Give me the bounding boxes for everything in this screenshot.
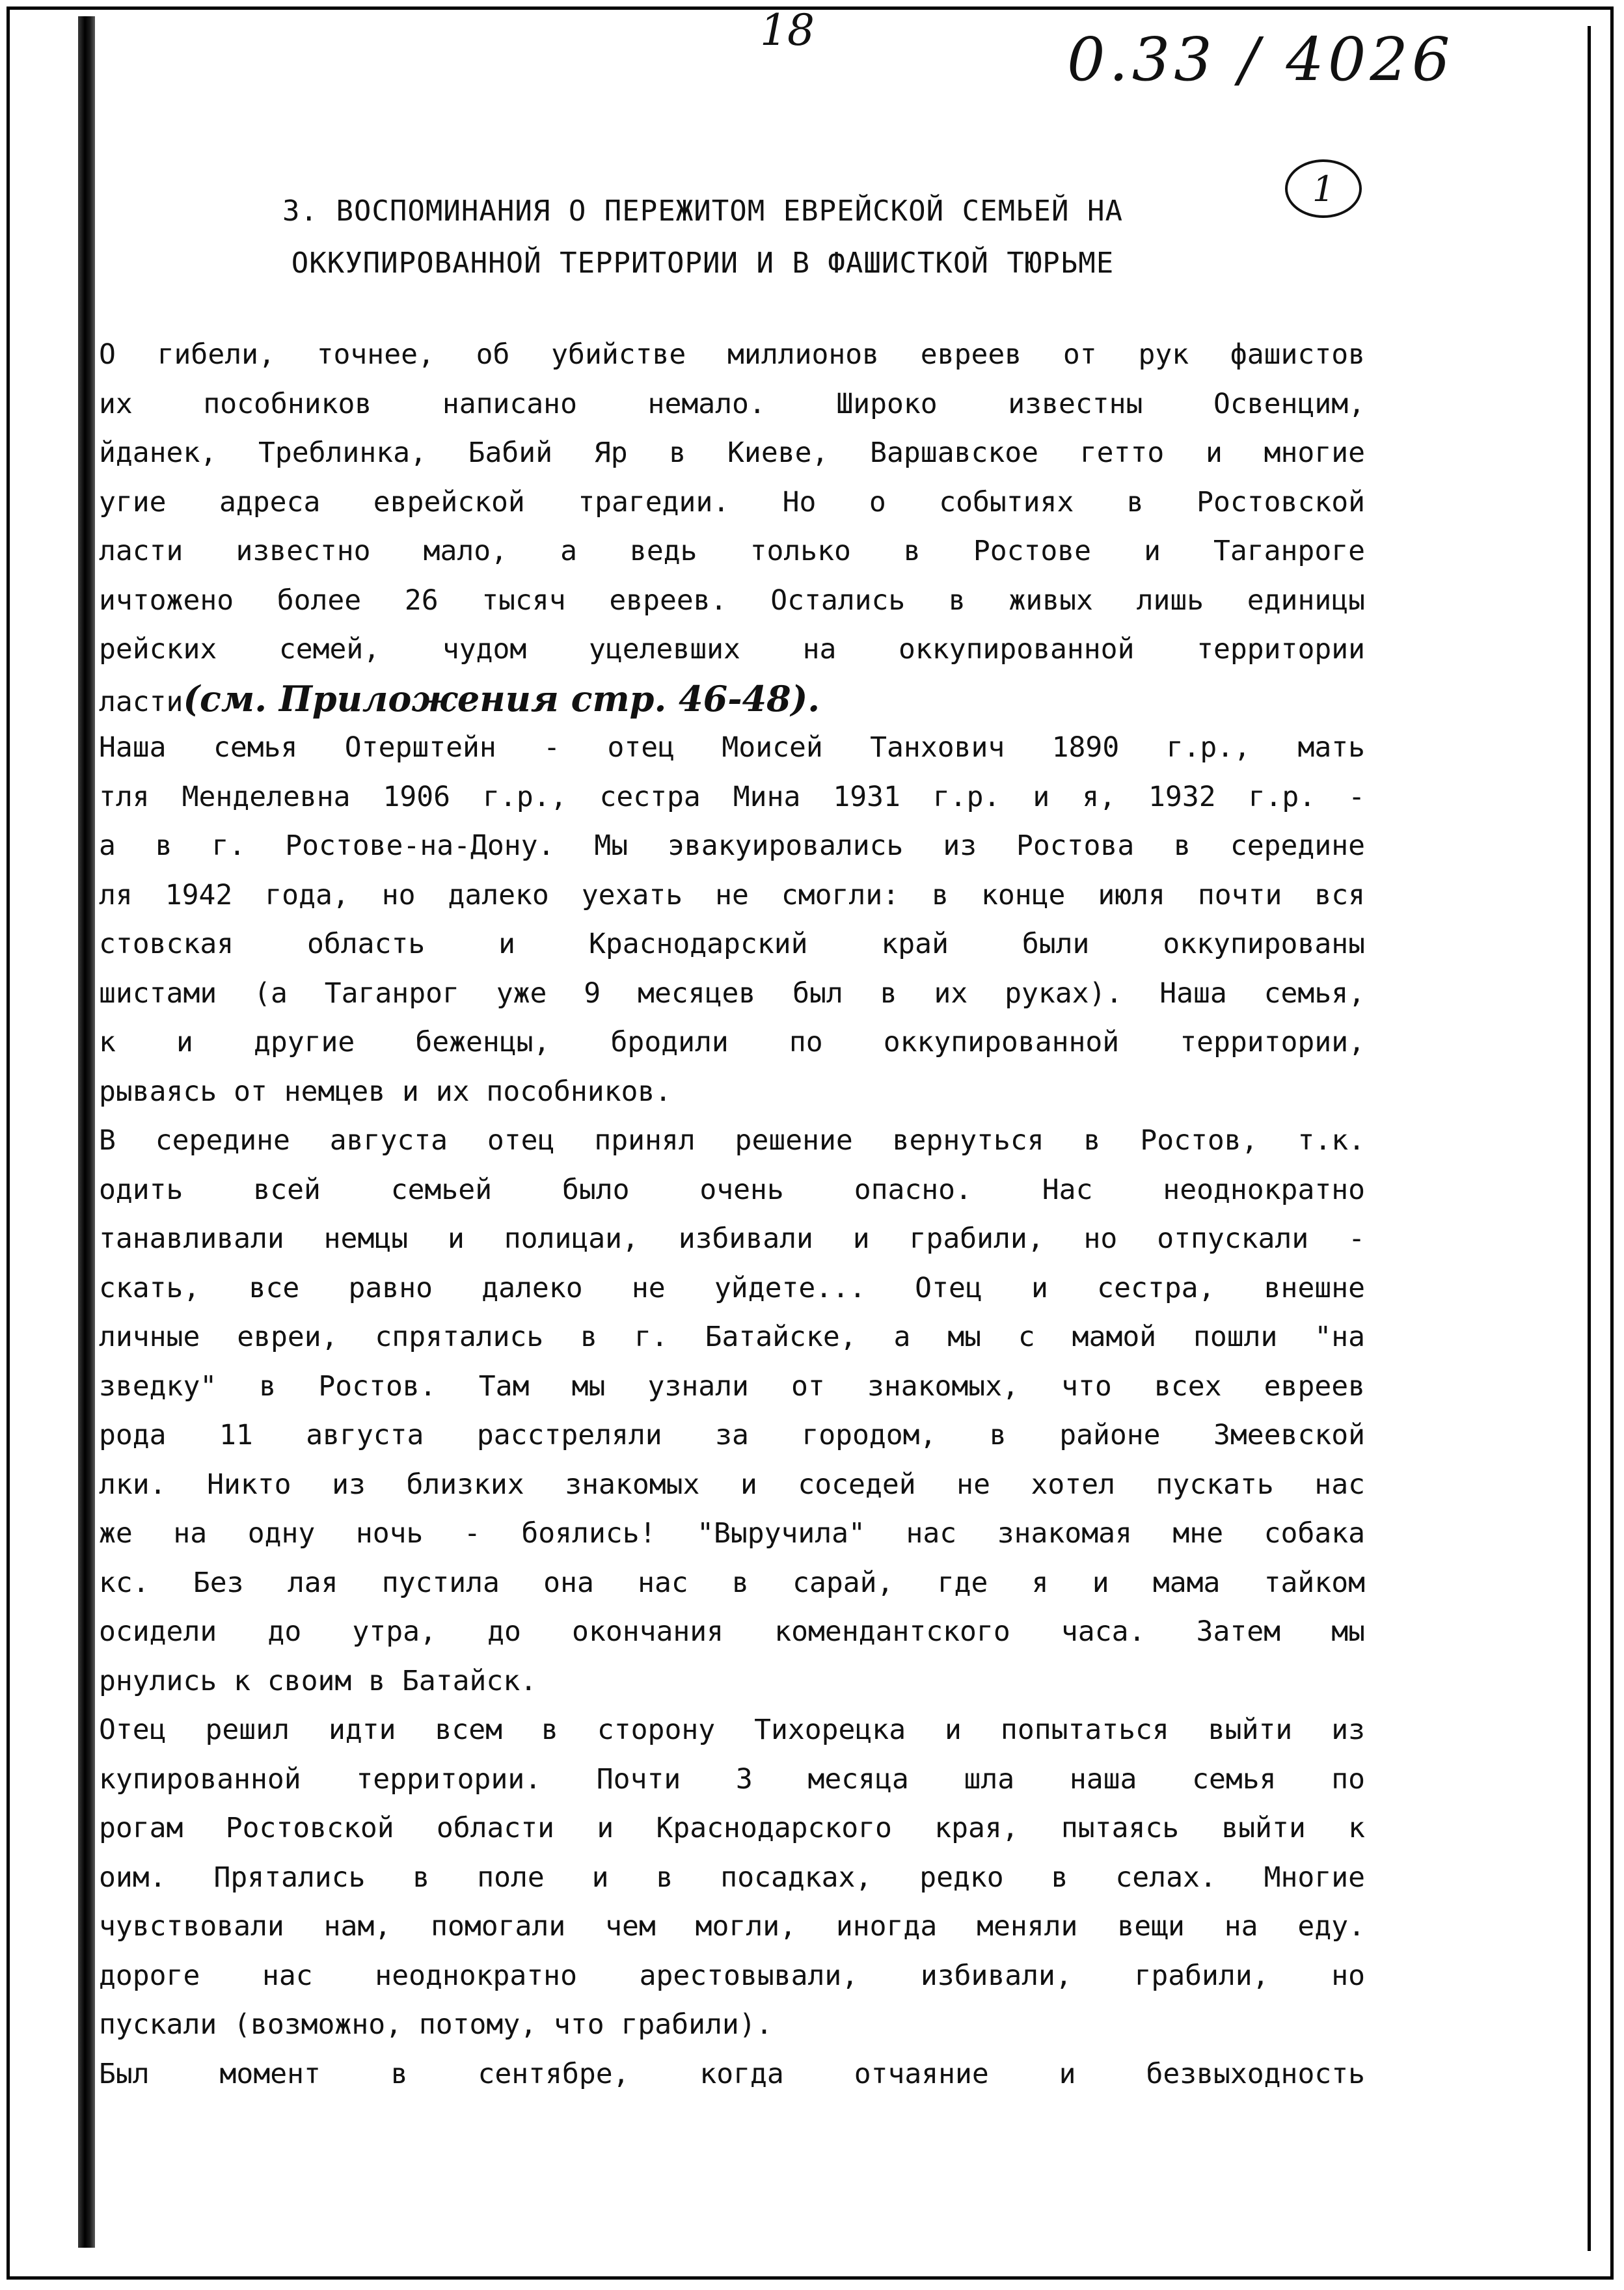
- text-line: кс. Без лая пустила она нас в сарай, где я и мама тайком: [99, 1566, 1365, 1599]
- text-line: а в г. Ростове-на-Дону. Мы эвакуировались из Ростова в середине: [99, 829, 1365, 862]
- archive-code: 0.33 / 4026: [1067, 25, 1454, 94]
- text-line: танавливали немцы и полицаи, избивали и грабили, но отпускали -: [99, 1222, 1365, 1255]
- text-line: одить всей семьей было очень опасно. Нас неоднократно: [99, 1173, 1365, 1206]
- text-line: рываясь от немцев и их пособников.: [99, 1075, 672, 1108]
- text-line: тля Менделевна 1906 г.р., сестра Мина 1931 г.р. и я, 1932 г.р. -: [99, 780, 1365, 813]
- text-line: же на одну ночь - боялись! "Выручила" нас знакомая мне собака: [99, 1517, 1365, 1550]
- body-text: [99, 330, 1365, 2099]
- text-line: Был момент в сентябре, когда отчаяние и безвыходность: [99, 2057, 1365, 2090]
- text-line: Отец решил идти всем в сторону Тихорецка и попытаться выйти из: [99, 1714, 1365, 1746]
- text-line: рейских семей, чудом уцелевших на оккупированной территории: [99, 633, 1365, 666]
- handwritten-insert: (см. Приложения стр. 46-48).: [183, 677, 820, 720]
- text-line: стовская область и Краснодарский край были оккупированы: [99, 928, 1365, 960]
- text-line: рнулись к своим в Батайск.: [99, 1664, 537, 1697]
- text-line: купированной территории. Почти 3 месяца шла наша семья по: [99, 1762, 1365, 1796]
- text-line: ласти: [99, 685, 183, 718]
- page-right-edge: [1588, 26, 1591, 2251]
- text-line: О гибели, точнее, об убийстве миллионов евреев от рук фашистов: [99, 338, 1365, 371]
- text-line: скать, все равно далеко не уйдете... Отец и сестра, внешне: [99, 1271, 1365, 1304]
- text-line: угие адреса еврейской трагедии. Но о событиях в Ростовской: [99, 485, 1365, 519]
- circled-mark: 1: [1285, 159, 1362, 218]
- text-line: йданек, Треблинка, Бабий Яр в Киеве, Варшавское гетто и многие: [99, 437, 1365, 469]
- text-line: ласти известно мало, а ведь только в Ростове и Таганроге: [99, 535, 1365, 567]
- text-line: В середине августа отец принял решение вернуться в Ростов, т.к.: [99, 1124, 1365, 1157]
- text-line: рода 11 августа расстреляли за городом, в районе Змеевской: [99, 1419, 1365, 1451]
- text-line: дороге нас неоднократно арестовывали, избивали, грабили, но: [99, 1959, 1365, 1992]
- text-line-with-insert: [99, 675, 1365, 724]
- text-line: шистами (а Таганрог уже 9 месяцев был в их руках). Наша семья,: [99, 977, 1365, 1010]
- binding-shadow: [78, 16, 95, 2248]
- text-line: Наша семья Отерштейн - отец Моисей Танхович 1890 г.р., мать: [99, 731, 1365, 764]
- text-line: зведку" в Ростов. Там мы узнали от знакомых, что всех евреев: [99, 1369, 1365, 1403]
- text-line: пускали (возможно, потому, что грабили).: [99, 2008, 773, 2041]
- title-line: ОККУПИРОВАННОЙ ТЕРРИТОРИИ И В ФАШИСТКОЙ ТЮРЬМЕ: [291, 247, 1115, 280]
- page-number: 18: [760, 5, 815, 55]
- text-line: ля 1942 года, но далеко уехать не смогли: в конце июля почти вся: [99, 878, 1365, 911]
- document-title: [195, 185, 1210, 290]
- text-line: осидели до утра, до окончания комендантского часа. Затем мы: [99, 1615, 1365, 1648]
- title-line: 3. ВОСПОМИНАНИЯ О ПЕРЕЖИТОМ ЕВРЕЙСКОЙ СЕМЬЕЙ НА: [282, 195, 1124, 228]
- text-line: оим. Прятались в поле и в посадках, редко в селах. Многие: [99, 1861, 1365, 1894]
- text-line: к и другие беженцы, бродили по оккупированной территории,: [99, 1026, 1365, 1058]
- text-line: лки. Никто из близких знакомых и соседей не хотел пускать нас: [99, 1468, 1365, 1501]
- text-line: личные евреи, спрятались в г. Батайске, а мы с мамой пошли "на: [99, 1321, 1365, 1353]
- text-line: чувствовали нам, помогали чем могли, иногда меняли вещи на еду.: [99, 1910, 1365, 1943]
- text-line: ичтожено более 26 тысяч евреев. Остались в живых лишь единицы: [99, 584, 1365, 617]
- text-line: рогам Ростовской области и Краснодарского края, пытаясь выйти к: [99, 1812, 1365, 1844]
- text-line: их пособников написано немало. Широко известны Освенцим,: [99, 387, 1365, 420]
